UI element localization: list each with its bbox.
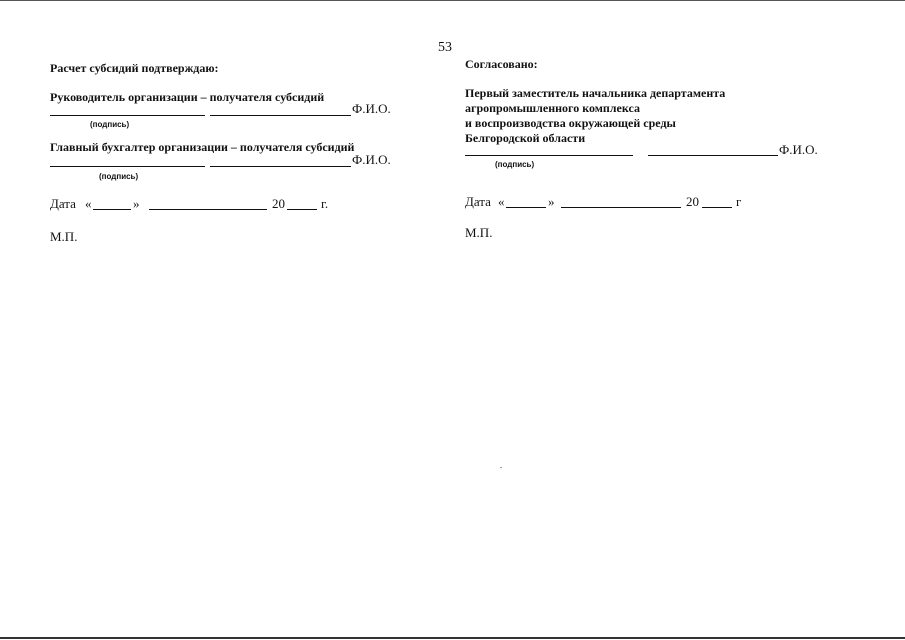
head-title: Руководитель организации – получателя субсидий — [50, 90, 325, 104]
approver-name-line — [648, 155, 778, 156]
left-stamp-label: М.П. — [50, 229, 78, 244]
scan-edge-top — [0, 0, 905, 1]
left-year-suffix: г. — [321, 196, 329, 211]
approver-title-line-3: и воспроизводства окружающей среды — [465, 116, 676, 130]
left-month-line — [149, 209, 267, 210]
approver-title-line-2: агропромышленного комплекса — [465, 101, 640, 115]
head-signature-caption: (подпись) — [90, 120, 130, 129]
accountant-signature-caption: (подпись) — [99, 172, 139, 181]
head-name-line — [210, 115, 351, 116]
right-year-line — [702, 207, 732, 208]
scan-speck — [500, 467, 502, 468]
accountant-title: Главный бухгалтер организации – получателя субсидий — [50, 140, 355, 154]
accountant-signature-line — [50, 166, 205, 167]
left-date-label: Дата — [50, 196, 76, 211]
approver-title-line-1: Первый заместитель начальника департамента — [465, 86, 726, 100]
head-fio-label: Ф.И.О. — [352, 101, 391, 116]
right-date-close-quote: » — [548, 194, 555, 209]
approver-signature-caption: (подпись) — [495, 160, 535, 169]
left-date-close-quote: » — [133, 196, 140, 211]
approver-fio-label: Ф.И.О. — [779, 142, 818, 157]
left-year-line — [287, 209, 317, 210]
left-heading: Расчет субсидий подтверждаю: — [50, 61, 219, 75]
right-day-line — [506, 207, 546, 208]
right-date-label: Дата — [465, 194, 491, 209]
page-number: 53 — [438, 40, 452, 55]
approver-title-line-4: Белгородской области — [465, 131, 586, 145]
head-signature-line — [50, 115, 205, 116]
right-heading: Согласовано: — [465, 57, 538, 71]
approver-signature-line — [465, 155, 633, 156]
scan-edge-bottom — [0, 637, 905, 639]
left-day-line — [93, 209, 131, 210]
right-stamp-label: М.П. — [465, 225, 493, 240]
accountant-name-line — [210, 166, 351, 167]
right-year-suffix: г — [736, 194, 742, 209]
right-month-line — [561, 207, 681, 208]
right-year-prefix: 20 — [686, 194, 699, 209]
left-date-open-quote: « — [85, 196, 92, 211]
right-date-open-quote: « — [498, 194, 505, 209]
left-year-prefix: 20 — [272, 196, 285, 211]
accountant-fio-label: Ф.И.О. — [352, 152, 391, 167]
